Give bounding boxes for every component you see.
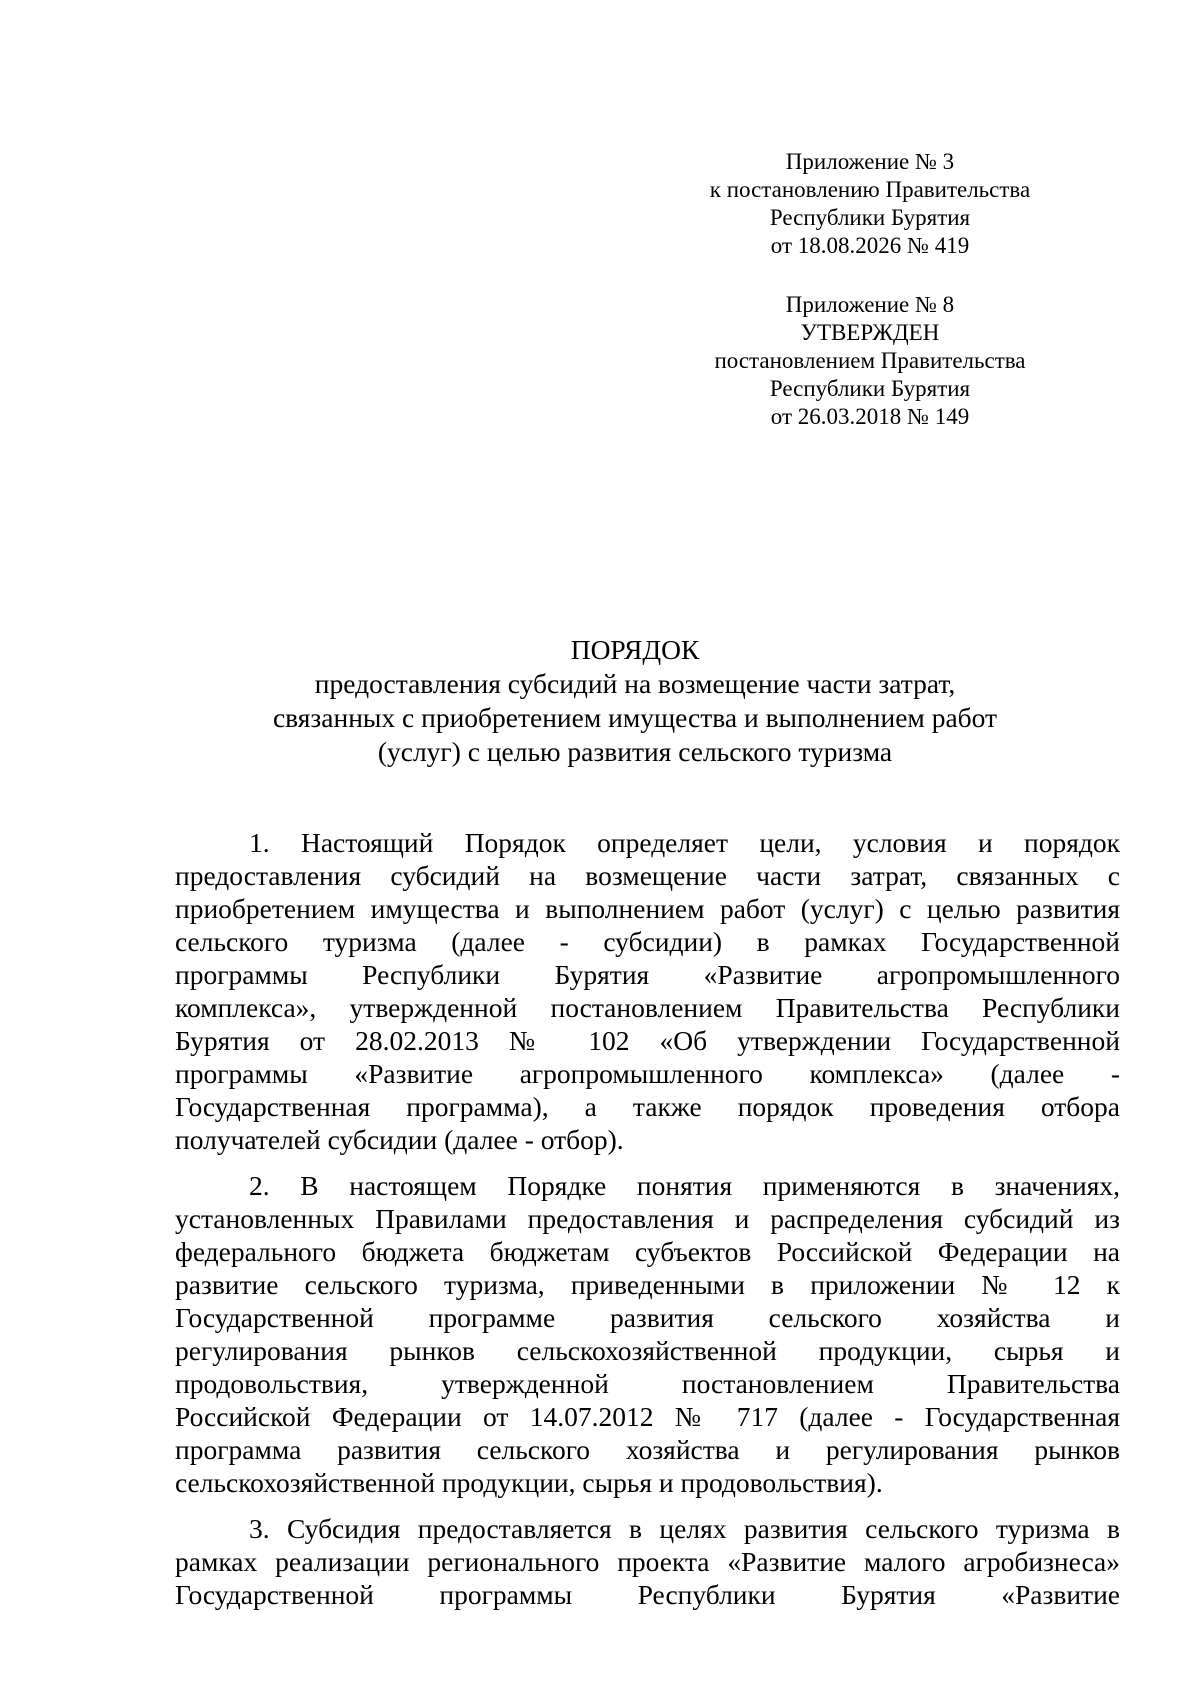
paragraph-line: сельского туризма (далее - субсидии) в рамках Государственной [175,926,1120,957]
paragraph-line: программы «Развитие агропромышленного комплекса» (далее - [175,1058,1120,1089]
title-subtitle-line: предоставления субсидий на возмещение части затрат, [314,668,956,699]
paragraph-line: комплекса», утвержденной постановлением Правительства Республики [175,992,1120,1023]
annex-line: от 26.03.2018 № 149 [770,404,970,429]
annex-line: к постановлению Правительства [709,177,1031,202]
paragraph-line: предоставления субсидий на возмещение части затрат, связанных с [175,860,1120,891]
approval-stamp-text: УТВЕРЖДЕН [800,320,940,345]
paragraph-line: Государственная программа), а также порядок проведения отбора [175,1091,1120,1122]
paragraph-line: развитие сельского туризма, приведенными в приложении № 12 к [175,1269,1120,1300]
paragraph-line: программы Республики Бурятия «Развитие агропромышленного [175,959,1120,990]
title-subtitle-line: связанных с приобретением имущества и выполнением работ [272,702,998,733]
paragraph-line: Российской Федерации от 14.07.2012 № 717 (далее - Государственная [175,1401,1120,1432]
paragraph-line: регулирования рынков сельскохозяйственной продукции, сырья и [175,1335,1120,1366]
paragraph-line: получателей субсидии (далее - отбор). [175,1124,624,1155]
paragraph-line: программа развития сельского хозяйства и регулирования рынков [175,1434,1120,1465]
paragraph-line: федерального бюджета бюджетам субъектов Российской Федерации на [175,1236,1120,1267]
paragraph-3 [175,1512,1120,1611]
title-heading: ПОРЯДОК [570,634,700,665]
paragraph-line: Государственной программы Республики Бурятия «Развитие [175,1579,1120,1610]
paragraph-line: Государственной программе развития сельского хозяйства и [175,1302,1120,1333]
paragraph-line: приобретением имущества и выполнением работ (услуг) с целью развития [175,893,1120,924]
paragraph-2 [175,1169,1120,1499]
title-subtitle-line: (услуг) с целью развития сельского туризма [377,736,893,767]
paragraph-line: 3. Субсидия предоставляется в целях развития сельского туризма в [249,1513,1120,1544]
paragraph-line: 2. В настоящем Порядке понятия применяются в значениях, [249,1170,1120,1201]
annex-line: Приложение № 8 [785,292,955,317]
annex-header-original [620,291,1120,431]
paragraph-line: продовольствия, утвержденной постановлением Правительства [175,1368,1120,1399]
paragraph-line: установленных Правилами предоставления и распределения субсидий из [175,1203,1120,1234]
document-body [175,826,1120,1624]
annex-line: от 18.08.2026 № 419 [770,233,970,258]
paragraph-line: сельскохозяйственной продукции, сырья и продовольствия). [175,1467,883,1498]
paragraph-1 [175,826,1120,1156]
document-title [175,633,1095,769]
annex-line: постановлением Правительства [714,348,1026,373]
annex-line: Приложение № 3 [785,149,955,174]
annex-line: Республики Бурятия [769,376,971,401]
paragraph-line: Бурятия от 28.02.2013 № 102 «Об утверждении Государственной [175,1025,1120,1056]
paragraph-line: 1. Настоящий Порядок определяет цели, условия и порядок [249,827,1120,858]
annex-line: Республики Бурятия [769,205,971,230]
annex-header-current [620,148,1120,260]
paragraph-line: рамках реализации регионального проекта «Развитие малого агробизнеса» [175,1546,1120,1577]
